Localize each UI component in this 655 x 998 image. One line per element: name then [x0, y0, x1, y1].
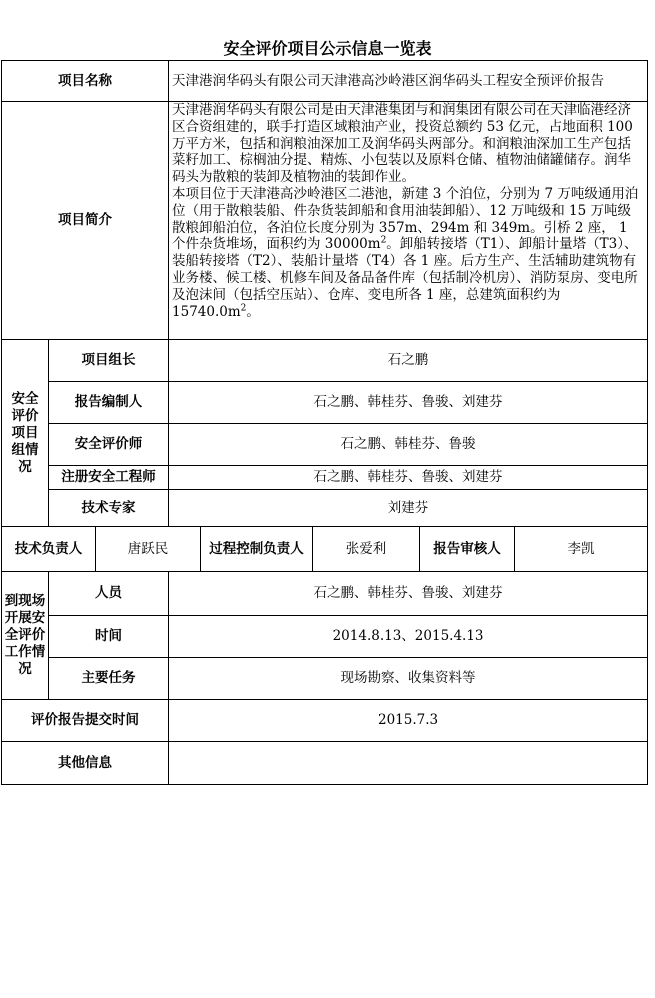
row-site-task [2, 658, 648, 700]
reviewer-label: 报告审核人 [420, 527, 515, 572]
site-task-value: 现场勘察、收集资料等 [169, 658, 648, 700]
row-site-time [2, 616, 648, 658]
project-name-value [169, 61, 648, 102]
site-personnel-label: 人员 [49, 572, 169, 616]
tech-lead-label: 技术负责人 [2, 527, 96, 572]
sup-2: 2 [240, 303, 247, 314]
page-title: 安全评价项目公示信息一览表 [223, 39, 432, 58]
process-lead-label: 过程控制负责人 [201, 527, 313, 572]
row-project-name [2, 61, 648, 102]
site-group-label [2, 572, 49, 700]
project-name-label: 项目名称 [2, 61, 169, 102]
team-leader-value: 石之鹏 [169, 340, 648, 382]
row-site-personnel [2, 572, 648, 616]
team-group-line: 况 [18, 458, 32, 475]
team-leader-label: 项目组长 [49, 340, 169, 382]
report-authors-label: 报告编制人 [49, 382, 169, 424]
other-info-value [169, 742, 648, 785]
row-submit-time [2, 700, 648, 742]
team-group-line: 评价 [11, 407, 39, 424]
row-team-leader [2, 340, 648, 382]
site-group-line: 到现场 [4, 593, 46, 609]
intro-text-b: 。卸船转接塔（T1）、卸船计量塔（T3）、装船转接塔（T2）、装船计量塔（T4）各 1 座。后方生产、生活辅助建筑物有业务楼、候工楼、机修车间及备品备件库（包括制冷机房）、消防泵房、变电所及泡沫间（包括空压站）、仓库、变电所各 1 座，总建筑面积约为 15740.0m [172, 236, 638, 320]
team-group-line: 项目 [11, 424, 39, 441]
intro-text-c: 。 [246, 303, 260, 320]
site-group-line: 全评价 [4, 627, 46, 643]
team-group-line: 组情 [11, 441, 39, 458]
row-report-authors [2, 382, 648, 424]
row-other-info [2, 742, 648, 785]
registered-engineers-label: 注册安全工程师 [49, 466, 169, 490]
intro-paragraph-1: 天津港润华码头有限公司是由天津港集团与和润集团有限公司在天津临港经济区合资组建的，联手打造区域粮油产业，投资总额约 53 亿元，占地面积 100 万平方米，包括和润粮油深加工及润华码头两部分。和润粮油深加工生产包括菜籽加工、棕榈油分提、精炼、小包装以及原料仓储、植物油储罐储存。润华码头为散粮的装卸及植物油的装卸作业。 [172, 102, 633, 186]
site-task-label: 主要任务 [49, 658, 169, 700]
site-group-line: 开展安 [4, 610, 46, 626]
tech-expert-label: 技术专家 [49, 490, 169, 527]
other-info-label: 其他信息 [2, 742, 169, 785]
tech-expert-value: 刘建芬 [169, 490, 648, 527]
reviewer-value: 李凯 [515, 527, 648, 572]
row-tech-expert [2, 490, 648, 527]
info-table [1, 60, 648, 785]
team-group-label [2, 340, 49, 527]
safety-evaluators-value: 石之鹏、韩桂芬、鲁骏 [169, 424, 648, 466]
project-intro-value [169, 102, 648, 340]
row-project-intro [2, 102, 648, 340]
site-time-label: 时间 [49, 616, 169, 658]
tech-lead-value: 唐跃民 [96, 527, 201, 572]
safety-evaluators-label: 安全评价师 [49, 424, 169, 466]
intro-text-a: 本项目位于天津港高沙岭港区二港池，新建 3 个泊位，分别为 7 万吨级通用泊位（用于散粮装船、件杂货装卸船和食用油装卸船）、12 万吨级和 15 万吨级散粮卸船泊位，各泊位长度分别为 357m、294m 和 349m。引桥 2 座， 1 个件杂货堆场，面积约为 30000m [172, 185, 639, 253]
site-group-line: 况 [18, 661, 32, 677]
site-personnel-value: 石之鹏、韩桂芬、鲁骏、刘建芬 [169, 572, 648, 616]
submit-time-value: 2015.7.3 [169, 700, 648, 742]
report-authors-value: 石之鹏、韩桂芬、鲁骏、刘建芬 [169, 382, 648, 424]
intro-paragraph-2 [172, 186, 644, 320]
project-name-text: 天津港润华码头有限公司天津港高沙岭港区润华码头工程安全预评价报告 [172, 72, 605, 89]
sup-1: 2 [380, 235, 387, 246]
row-registered-engineers [2, 466, 648, 490]
site-time-value: 2014.8.13、2015.4.13 [169, 616, 648, 658]
team-group-line: 安全 [11, 390, 39, 407]
site-group-line: 工作情 [4, 644, 46, 660]
row-safety-evaluators [2, 424, 648, 466]
submit-time-label: 评价报告提交时间 [2, 700, 169, 742]
project-intro-label: 项目简介 [2, 102, 169, 340]
registered-engineers-value: 石之鹏、韩桂芬、鲁骏、刘建芬 [169, 466, 648, 490]
row-responsible [2, 527, 648, 572]
process-lead-value: 张爱利 [313, 527, 420, 572]
